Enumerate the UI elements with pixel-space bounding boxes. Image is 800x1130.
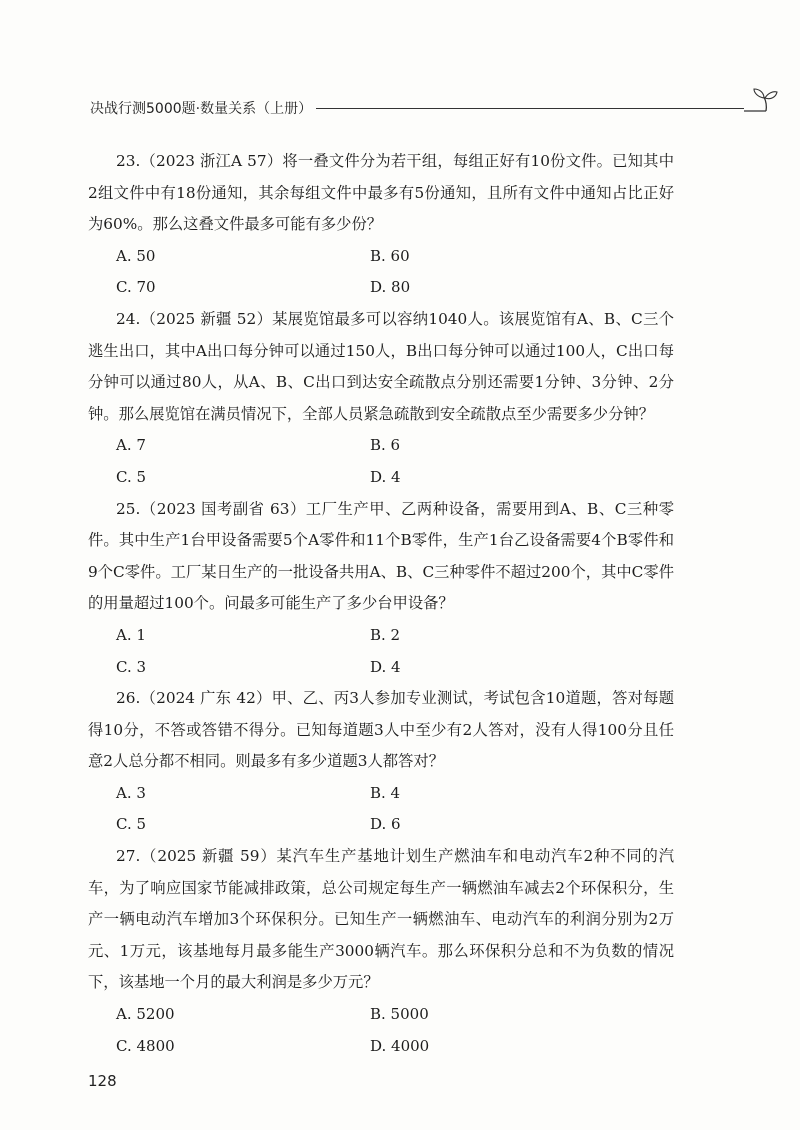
question-text: 25.（2023 国考副省 63）工厂生产甲、乙两种设备，需要用到A、B、C三种零件。其中生产1台甲设备需要5个A零件和11个B零件，生产1台乙设备需要4个B零件和9个C零件。工厂某日生产的一批设备共用A、B、C三种零件不超过200个，其中C零件的用量超过100个。问最多可能生产了多少台甲设备？ (88, 499, 674, 613)
question-23 (88, 146, 674, 304)
option-grid (88, 778, 674, 841)
question-text: 24.（2025 新疆 52）某展览馆最多可以容纳1040人。该展览馆有A、B、C三个逃生出口，其中A出口每分钟可以通过150人，B出口每分钟可以通过100人，C出口每分钟可以通过80人，从A、B、C出口到达安全疏散点分别还需要1分钟、3分钟、2分钟。那么展览馆在满员情况下，全部人员紧急疏散到安全疏散点至少需要多少分钟？ (88, 309, 674, 423)
option-d: D. 4000 (370, 1036, 430, 1055)
header-rule (316, 108, 744, 109)
question-list (88, 146, 674, 1062)
option-a: A. 50 (116, 246, 156, 265)
option-c: C. 3 (116, 657, 147, 676)
option-c: C. 4800 (116, 1036, 175, 1055)
option-grid (88, 620, 674, 683)
option-d: D. 4 (370, 467, 401, 486)
question-25 (88, 494, 674, 684)
option-a: A. 1 (116, 625, 146, 644)
option-a: A. 3 (116, 783, 146, 802)
option-d: D. 80 (370, 278, 411, 297)
option-b: B. 60 (370, 246, 410, 265)
option-b: B. 6 (370, 436, 401, 455)
option-c: C. 5 (116, 815, 147, 834)
question-27 (88, 841, 674, 1062)
option-a: A. 7 (116, 436, 146, 455)
option-grid (88, 430, 674, 493)
question-26 (88, 683, 674, 841)
option-b: B. 5000 (370, 1005, 429, 1024)
option-d: D. 6 (370, 815, 401, 834)
sprout-icon (740, 86, 778, 120)
option-b: B. 4 (370, 783, 401, 802)
page-number: 128 (88, 1072, 117, 1090)
book-title: 决战行测5000题·数量关系（上册） (90, 101, 313, 117)
question-text: 27.（2025 新疆 59）某汽车生产基地计划生产燃油车和电动汽车2种不同的汽车，为了响应国家节能减排政策，总公司规定每生产一辆燃油车减去2个环保积分，生产一辆电动汽车增加3个环保积分。已知生产一辆燃油车、电动汽车的利润分别为2万元、1万元，该基地每月最多能生产3000辆汽车。那么环保积分总和不为负数的情况下，该基地一个月的最大利润是多少万元？ (88, 847, 674, 992)
option-b: B. 2 (370, 625, 401, 644)
question-text: 23.（2023 浙江A 57）将一叠文件分为若干组，每组正好有10份文件。已知其中2组文件中有18份通知，其余每组文件中最多有5份通知，且所有文件中通知占比正好为60%。那么这叠文件最多可能有多少份？ (88, 152, 674, 234)
option-d: D. 4 (370, 657, 401, 676)
option-grid (88, 999, 674, 1062)
option-grid (88, 241, 674, 304)
question-24 (88, 304, 674, 494)
option-c: C. 5 (116, 467, 147, 486)
running-header (90, 86, 690, 126)
option-c: C. 70 (116, 278, 156, 297)
question-text: 26.（2024 广东 42）甲、乙、丙3人参加专业测试，考试包含10道题，答对每题得10分，不答或答错不得分。已知每道题3人中至少有2人答对，没有人得100分且任意2人总分都不相同。则最多有多少道题3人都答对？ (88, 689, 674, 771)
option-a: A. 5200 (116, 1005, 175, 1024)
